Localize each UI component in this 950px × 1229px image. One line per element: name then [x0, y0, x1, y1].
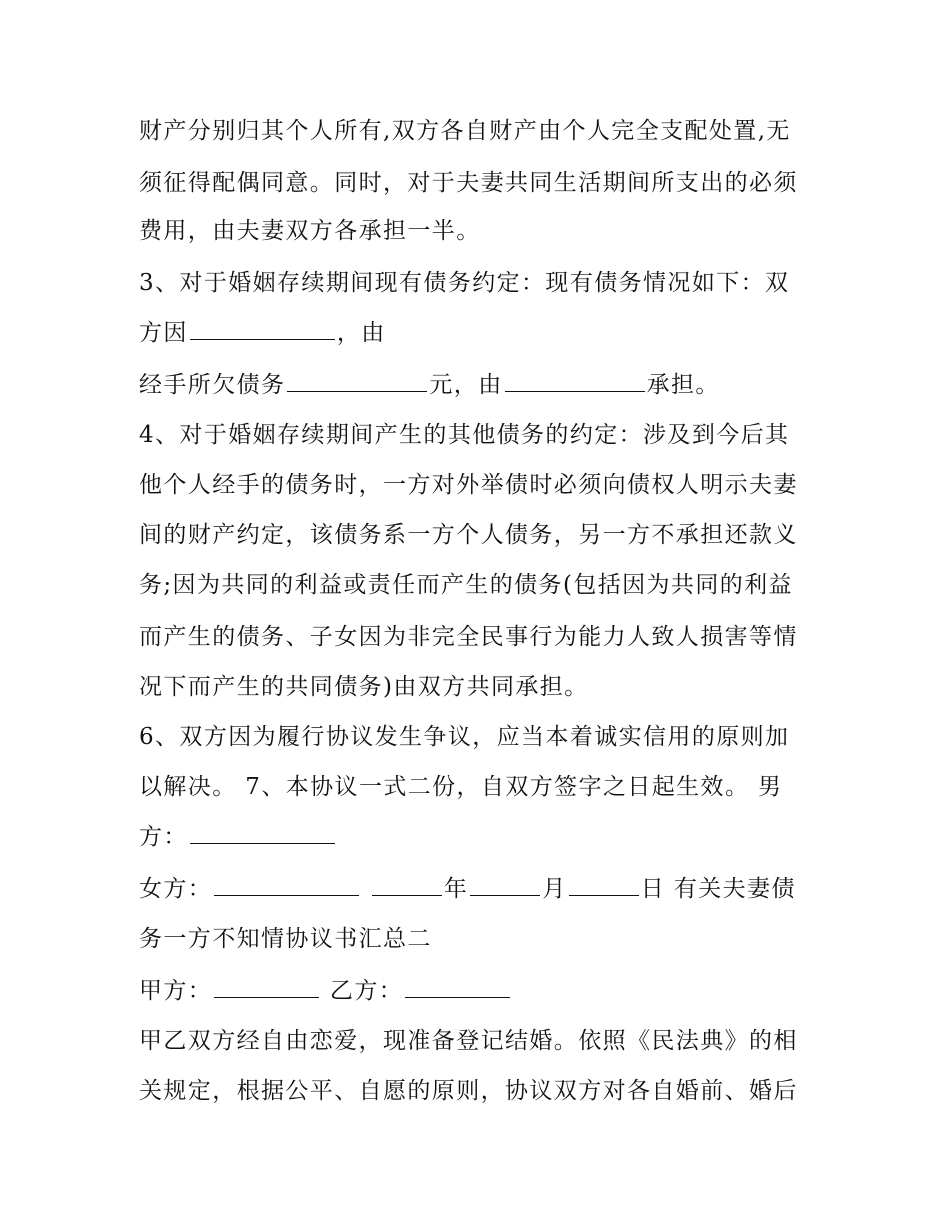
debt-amount-blank[interactable]	[287, 371, 427, 392]
year-blank[interactable]	[372, 875, 442, 896]
text-line: 财产分别归其个人所有,双方各自财产由个人完全支配处置,无	[139, 118, 791, 144]
text-line: 6、双方因为履行协议发生争议，应当本着诚实信用的原则加	[139, 724, 790, 750]
month-blank[interactable]	[470, 875, 540, 896]
text-line: 他个人经手的债务时，一方对外举债时必须向债权人明示夫妻	[139, 472, 798, 498]
text-line: 务;因为共同的利益或责任而产生的债务(包括因为共同的利益	[139, 572, 793, 598]
text-line: 关规定，根据公平、自愿的原则，协议双方对各自婚前、婚后	[139, 1078, 798, 1104]
male-party-label: 方：	[139, 824, 188, 850]
year-label: 年	[443, 876, 469, 902]
female-signature-blank[interactable]	[214, 875, 359, 896]
debt-bearer-blank[interactable]	[505, 371, 645, 392]
section-title: 务一方不知情协议书汇总二	[139, 926, 432, 952]
day-blank[interactable]	[569, 875, 639, 896]
party-a-blank[interactable]	[214, 977, 319, 998]
text-line: 以解决。 7、本协议一式二份，自双方签字之日起生效。 男	[139, 774, 783, 800]
female-party-line	[139, 874, 890, 904]
text-line: 3、对于婚姻存续期间现有债务约定：现有债务情况如下：双	[139, 270, 790, 296]
female-party-label: 女方：	[139, 876, 213, 902]
male-party-line	[139, 822, 890, 852]
debt-handler-prefix: 经手所欠债务	[139, 372, 286, 398]
party-b-label: 乙方：	[329, 978, 404, 1004]
party-a-label: 甲方：	[139, 978, 213, 1004]
day-and-title: 日 有关夫妻债	[640, 876, 796, 902]
debt-cause-prefix: 方因	[139, 320, 188, 346]
parties-line	[139, 976, 890, 1006]
debt-cause-blank[interactable]	[190, 319, 335, 340]
male-signature-blank[interactable]	[190, 823, 335, 844]
debt-cause-line	[139, 318, 890, 348]
month-label: 月	[542, 876, 567, 902]
debt-cause-suffix: ，由	[336, 320, 386, 346]
text-line: 况下而产生的共同债务)由双方共同承担。	[139, 674, 589, 700]
text-line: 须征得配偶同意。同时，对于夫妻共同生活期间所支出的必须	[139, 170, 798, 196]
debt-handler-line	[139, 370, 890, 400]
party-b-blank[interactable]	[405, 977, 510, 998]
text-line: 甲乙双方经自由恋爱，现准备登记结婚。依照《民法典》的相	[139, 1028, 798, 1054]
text-line: 间的财产约定，该债务系一方个人债务，另一方不承担还款义	[139, 522, 798, 548]
debt-bear-label: 承担。	[646, 372, 720, 398]
text-line: 4、对于婚姻存续期间产生的其他债务的约定：涉及到今后其	[139, 422, 790, 448]
text-line: 而产生的债务、子女因为非完全民事行为能力人致人损害等情	[139, 624, 798, 650]
debt-yuan-label: 元，由	[429, 372, 503, 398]
text-line: 费用，由夫妻双方各承担一半。	[139, 218, 481, 244]
